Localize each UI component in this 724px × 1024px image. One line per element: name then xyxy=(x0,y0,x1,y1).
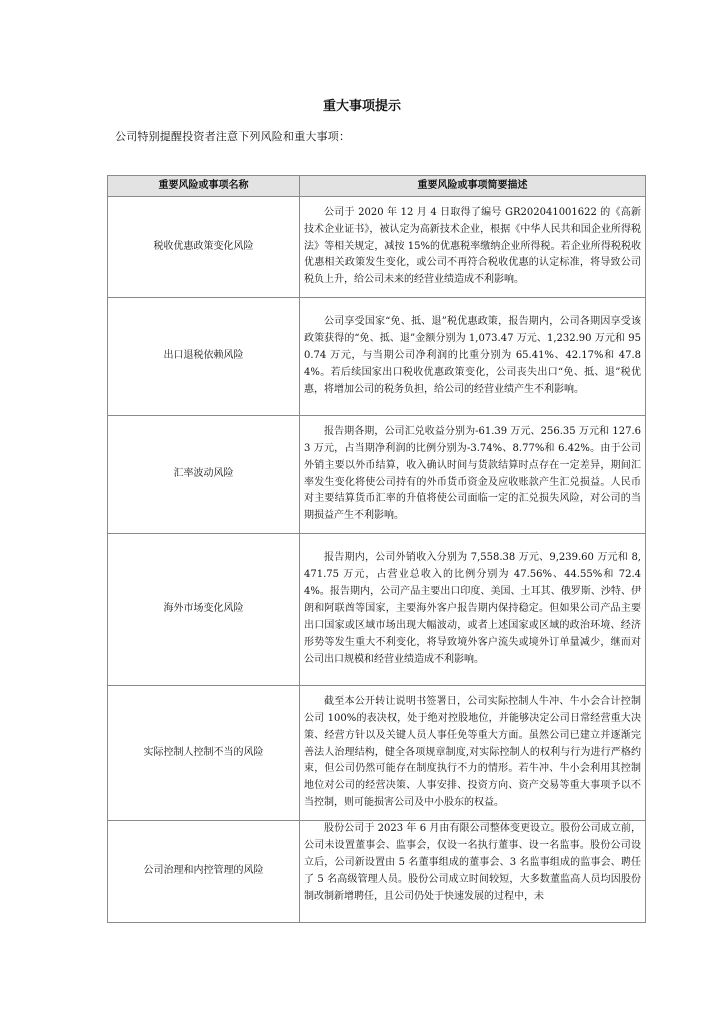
table-row xyxy=(108,298,646,416)
table-row xyxy=(108,416,646,534)
risk-description-text: 股份公司于 2023 年 6 月由有限公司整体变更设立。股份公司成立前，公司未设置董事会、监事会，仅设一名执行董事、设一名监事。股份公司设立后，公司新设置由 5 名董事组成的董事会、3 名监事组成的监事会、聘任了 5 名高级管理人员。股份公司成立时间较短，大多数董监高人员均因股份制改制新增聘任，且公司仍处于快速发展的过程中，未 xyxy=(304,823,641,902)
header-risk-name: 重要风险或事项名称 xyxy=(108,176,300,197)
risk-name: 汇率波动风险 xyxy=(108,416,300,534)
table-row xyxy=(108,534,646,686)
risk-description: 报告期内，公司外销收入分别为 7,558.38 万元、9,239.60 万元和 8,471.75 万元，占营业总收入的比例分别为 47.56%、44.55%和 72.44%。报告期内，公司产品主要出口印度、美国、土耳其、俄罗斯、沙特、伊朗和阿联酋等国家，主要海外客户报告期内保持稳定。但如果公司产品主要出口国家或区域市场出现大幅波动，或者上述国家或区域的政治环境、经济形势等发生重大不利变化，将导致境外客户流失或境外订单量减少，继而对公司出口规模和经营业绩造成不利影响。 xyxy=(300,534,646,686)
risk-name: 出口退税依赖风险 xyxy=(108,298,300,416)
risk-description: 公司于 2020 年 12 月 4 日取得了编号 GR202041001622 的《高新技术企业证书》，被认定为高新技术企业，根据《中华人民共和国企业所得税法》等相关规定，减按 15%的优惠税率缴纳企业所得税。若企业所得税税收优惠相关政策发生变化，或公司不再符合税收优惠的认定标准，将导致公司税负上升，给公司未来的经营业绩造成不利影响。 xyxy=(300,197,646,298)
risk-description: 报告期各期，公司汇兑收益分别为-61.39 万元、256.35 万元和 127.63 万元，占当期净利润的比例分别为-3.74%、8.77%和 6.42%。由于公司外销主要以外币结算，收入确认时间与货款结算时点存在一定差异，期间汇率发生变化将使公司持有的外币货币资金及应收账款产生汇兑损益。人民币对主要结算货币汇率的升值将使公司面临一定的汇兑损失风险，对公司的当期损益产生不利影响。 xyxy=(300,416,646,534)
risk-name: 税收优惠政策变化风险 xyxy=(108,197,300,298)
risk-name: 实际控制人控制不当的风险 xyxy=(108,686,300,821)
risk-description xyxy=(300,821,646,923)
risk-name: 公司治理和内控管理的风险 xyxy=(108,821,300,923)
table-row xyxy=(108,197,646,298)
table-header-row xyxy=(108,176,646,197)
risk-name: 海外市场变化风险 xyxy=(108,534,300,686)
risk-description: 公司享受国家“免、抵、退”税优惠政策，报告期内，公司各期因享受该政策获得的“免、抵、退”金额分别为 1,073.47 万元、1,232.90 万元和 950.74 万元，与当期公司净利润的比重分别为 65.41%、42.17%和 47.84%。若后续国家出口税收优惠政策变化，公司丧失出口“免、抵、退”税优惠，将增加公司的税务负担，给公司的经营业绩产生不利影响。 xyxy=(300,298,646,416)
table-row xyxy=(108,821,646,923)
header-risk-description: 重要风险或事项简要描述 xyxy=(300,176,646,197)
page-title: 重大事项提示 xyxy=(322,99,401,114)
risk-table xyxy=(107,175,646,923)
risk-description: 截至本公开转让说明书签署日，公司实际控制人牛冲、牛小会合计控制公司 100%的表决权，处于绝对控股地位，并能够决定公司日常经营重大决策、经营方针以及关键人员人事任免等重大方面。虽然公司已建立并逐渐完善法人治理结构，健全各项规章制度,对实际控制人的权利与行为进行严格约束，但公司仍然可能存在制度执行不力的情形。若牛冲、牛小会利用其控制地位对公司的经营决策、人事安排、投资方向、资产交易等重大事项予以不当控制，则可能损害公司及中小股东的权益。 xyxy=(300,686,646,821)
intro-text: 公司特别提醒投资者注意下列风险和重大事项： xyxy=(115,130,351,143)
table-row xyxy=(108,686,646,821)
